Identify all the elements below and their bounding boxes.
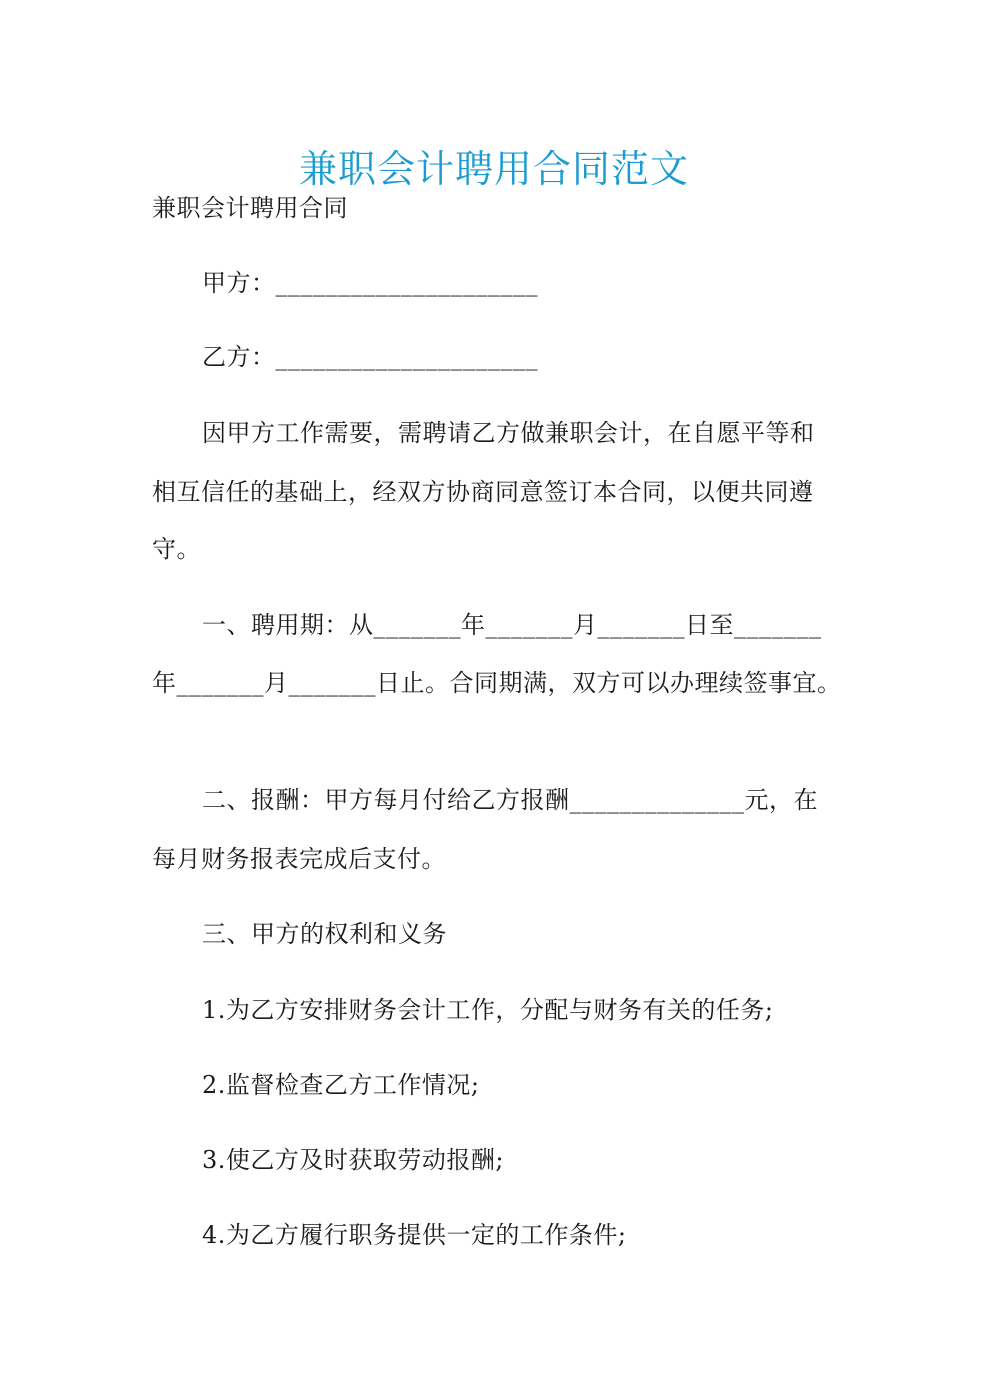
party-b-line: 乙方：_____________________ [202, 343, 538, 371]
pay-clause-line-1: 二、报酬：甲方每月付给乙方报酬______________元，在 [202, 786, 818, 814]
rights-item-2: 2.监督检查乙方工作情况; [202, 1071, 480, 1099]
intro-paragraph-line-1: 因甲方工作需要，需聘请乙方做兼职会计，在自愿平等和 [202, 419, 815, 447]
pay-clause-line-2: 每月财务报表完成后支付。 [152, 845, 446, 873]
party-a-line: 甲方：_____________________ [202, 269, 538, 297]
document-title: 兼职会计聘用合同范文 [298, 147, 689, 192]
rights-item-3: 3.使乙方及时获取劳动报酬; [202, 1146, 504, 1174]
term-clause-line-1: 一、聘用期：从_______年_______月_______日至_______ [202, 611, 822, 639]
intro-paragraph-line-3: 守。 [152, 535, 201, 563]
rights-item-1: 1.为乙方安排财务会计工作，分配与财务有关的任务; [202, 996, 774, 1024]
rights-heading: 三、甲方的权利和义务 [202, 920, 447, 948]
term-clause-line-2: 年_______月_______日止。合同期满，双方可以办理续签事宜。 [152, 669, 842, 697]
rights-item-4: 4.为乙方履行职务提供一定的工作条件; [202, 1221, 627, 1249]
intro-paragraph-line-2: 相互信任的基础上，经双方协商同意签订本合同，以便共同遵 [152, 478, 814, 506]
contract-name: 兼职会计聘用合同 [152, 194, 348, 222]
